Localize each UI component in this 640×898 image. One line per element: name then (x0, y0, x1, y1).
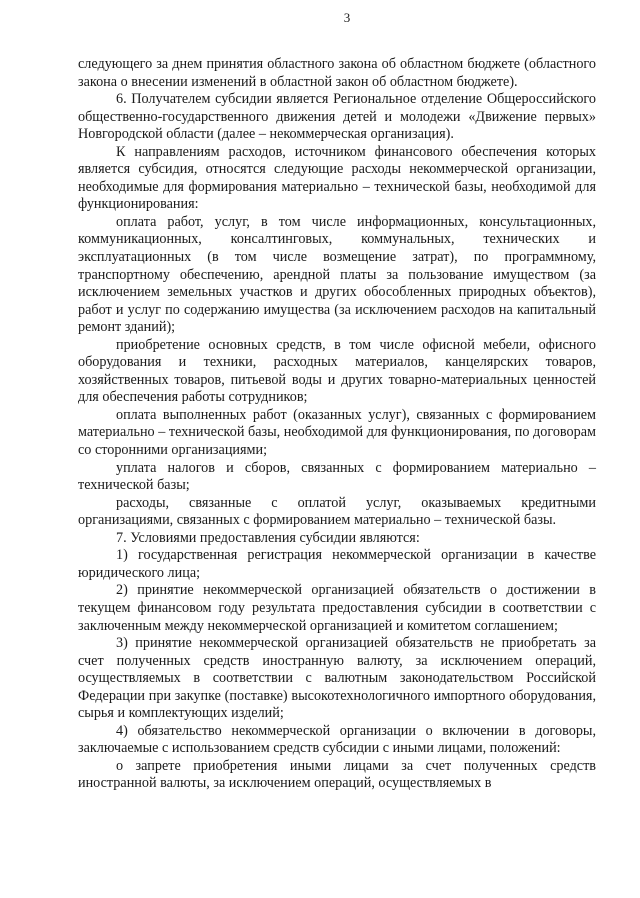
paragraph-taxes: уплата налогов и сборов, связанных с формированием материально – технической базы; (78, 459, 596, 494)
paragraph-fixed-assets: приобретение основных средств, в том числе офисной мебели, офисного оборудования и техники, расходных материалов, канцелярских товаров, хозяйственных товаров, питьевой воды и других товарно-материальных ценностей для обеспечения работы сотрудников; (78, 336, 596, 406)
paragraph-item-7-conditions: 7. Условиями предоставления субсидии являются: (116, 529, 420, 546)
paragraph-currency-prohibition: о запрете приобретения иными лицами за счет полученных средств иностранной валюты, за исключением операций, осуществляемых в (78, 757, 596, 792)
paragraph-condition-2: 2) принятие некоммерческой организацией обязательств о достижении в текущем финансовом году результата предоставления субсидии в соответствии с заключенным между некоммерческой организацией и комитетом соглашением; (78, 582, 596, 634)
paragraph-bank-services: расходы, связанные с оплатой услуг, оказываемых кредитными организациями, связанных с формированием материально – технической базы. (78, 494, 596, 529)
paragraph-payment-services: оплата работ, услуг, в том числе информационных, консультационных, коммуникационных, консалтинговых, коммунальных, технических и эксплуатационных (в том числе возмещение затрат), по программному, транспортному обеспечению, арендной платы за пользование имуществом (за исключением земельных участков и других обособленных природных объектов), работ и услуг по содержанию имущества (за исключением расходов на капитальный ремонт зданий); (78, 213, 596, 336)
paragraph-completed-works: оплата выполненных работ (оказанных услуг), связанных с формированием материально – технической базы, необходимой для функционирования, по договорам со сторонними организациями; (78, 406, 596, 459)
paragraph-item-6-recipient: 6. Получателем субсидии является Региональное отделение Общероссийского общественно-государственного движения детей и молодежи «Движение первых» Новгородской области (далее – некоммерческая организация). (78, 91, 596, 143)
paragraph-condition-1: 1) государственная регистрация некоммерческой организации в качестве юридического лица; (78, 547, 596, 581)
paragraph-expense-directions: К направлениям расходов, источником финансового обеспечения которых является субсидия, относятся следующие расходы некоммерческой организации, необходимые для формирования материально – технической базы, необходимой для функционирования: (78, 143, 596, 213)
page-number: 3 (343, 10, 351, 25)
paragraph-condition-3: 3) принятие некоммерческой организацией обязательств не приобретать за счет полученных средств иностранную валюту, за исключением операций, осуществляемых в соответствии с валютным законодательством Российской Федерации при закупке (поставке) высокотехнологичного импортного оборудования, сырья и комплектующих изделий; (78, 635, 596, 722)
paragraph-condition-4: 4) обязательство некоммерческой организации о включении в договоры, заключаемые с использованием средств субсидии с иными лицами, положений: (78, 722, 596, 757)
paragraph-continuation: следующего за днем принятия областного закона об областном бюджете (областного закона о внесении изменений в областной закон об областном бюджете). (78, 56, 596, 90)
document-body (78, 56, 596, 793)
